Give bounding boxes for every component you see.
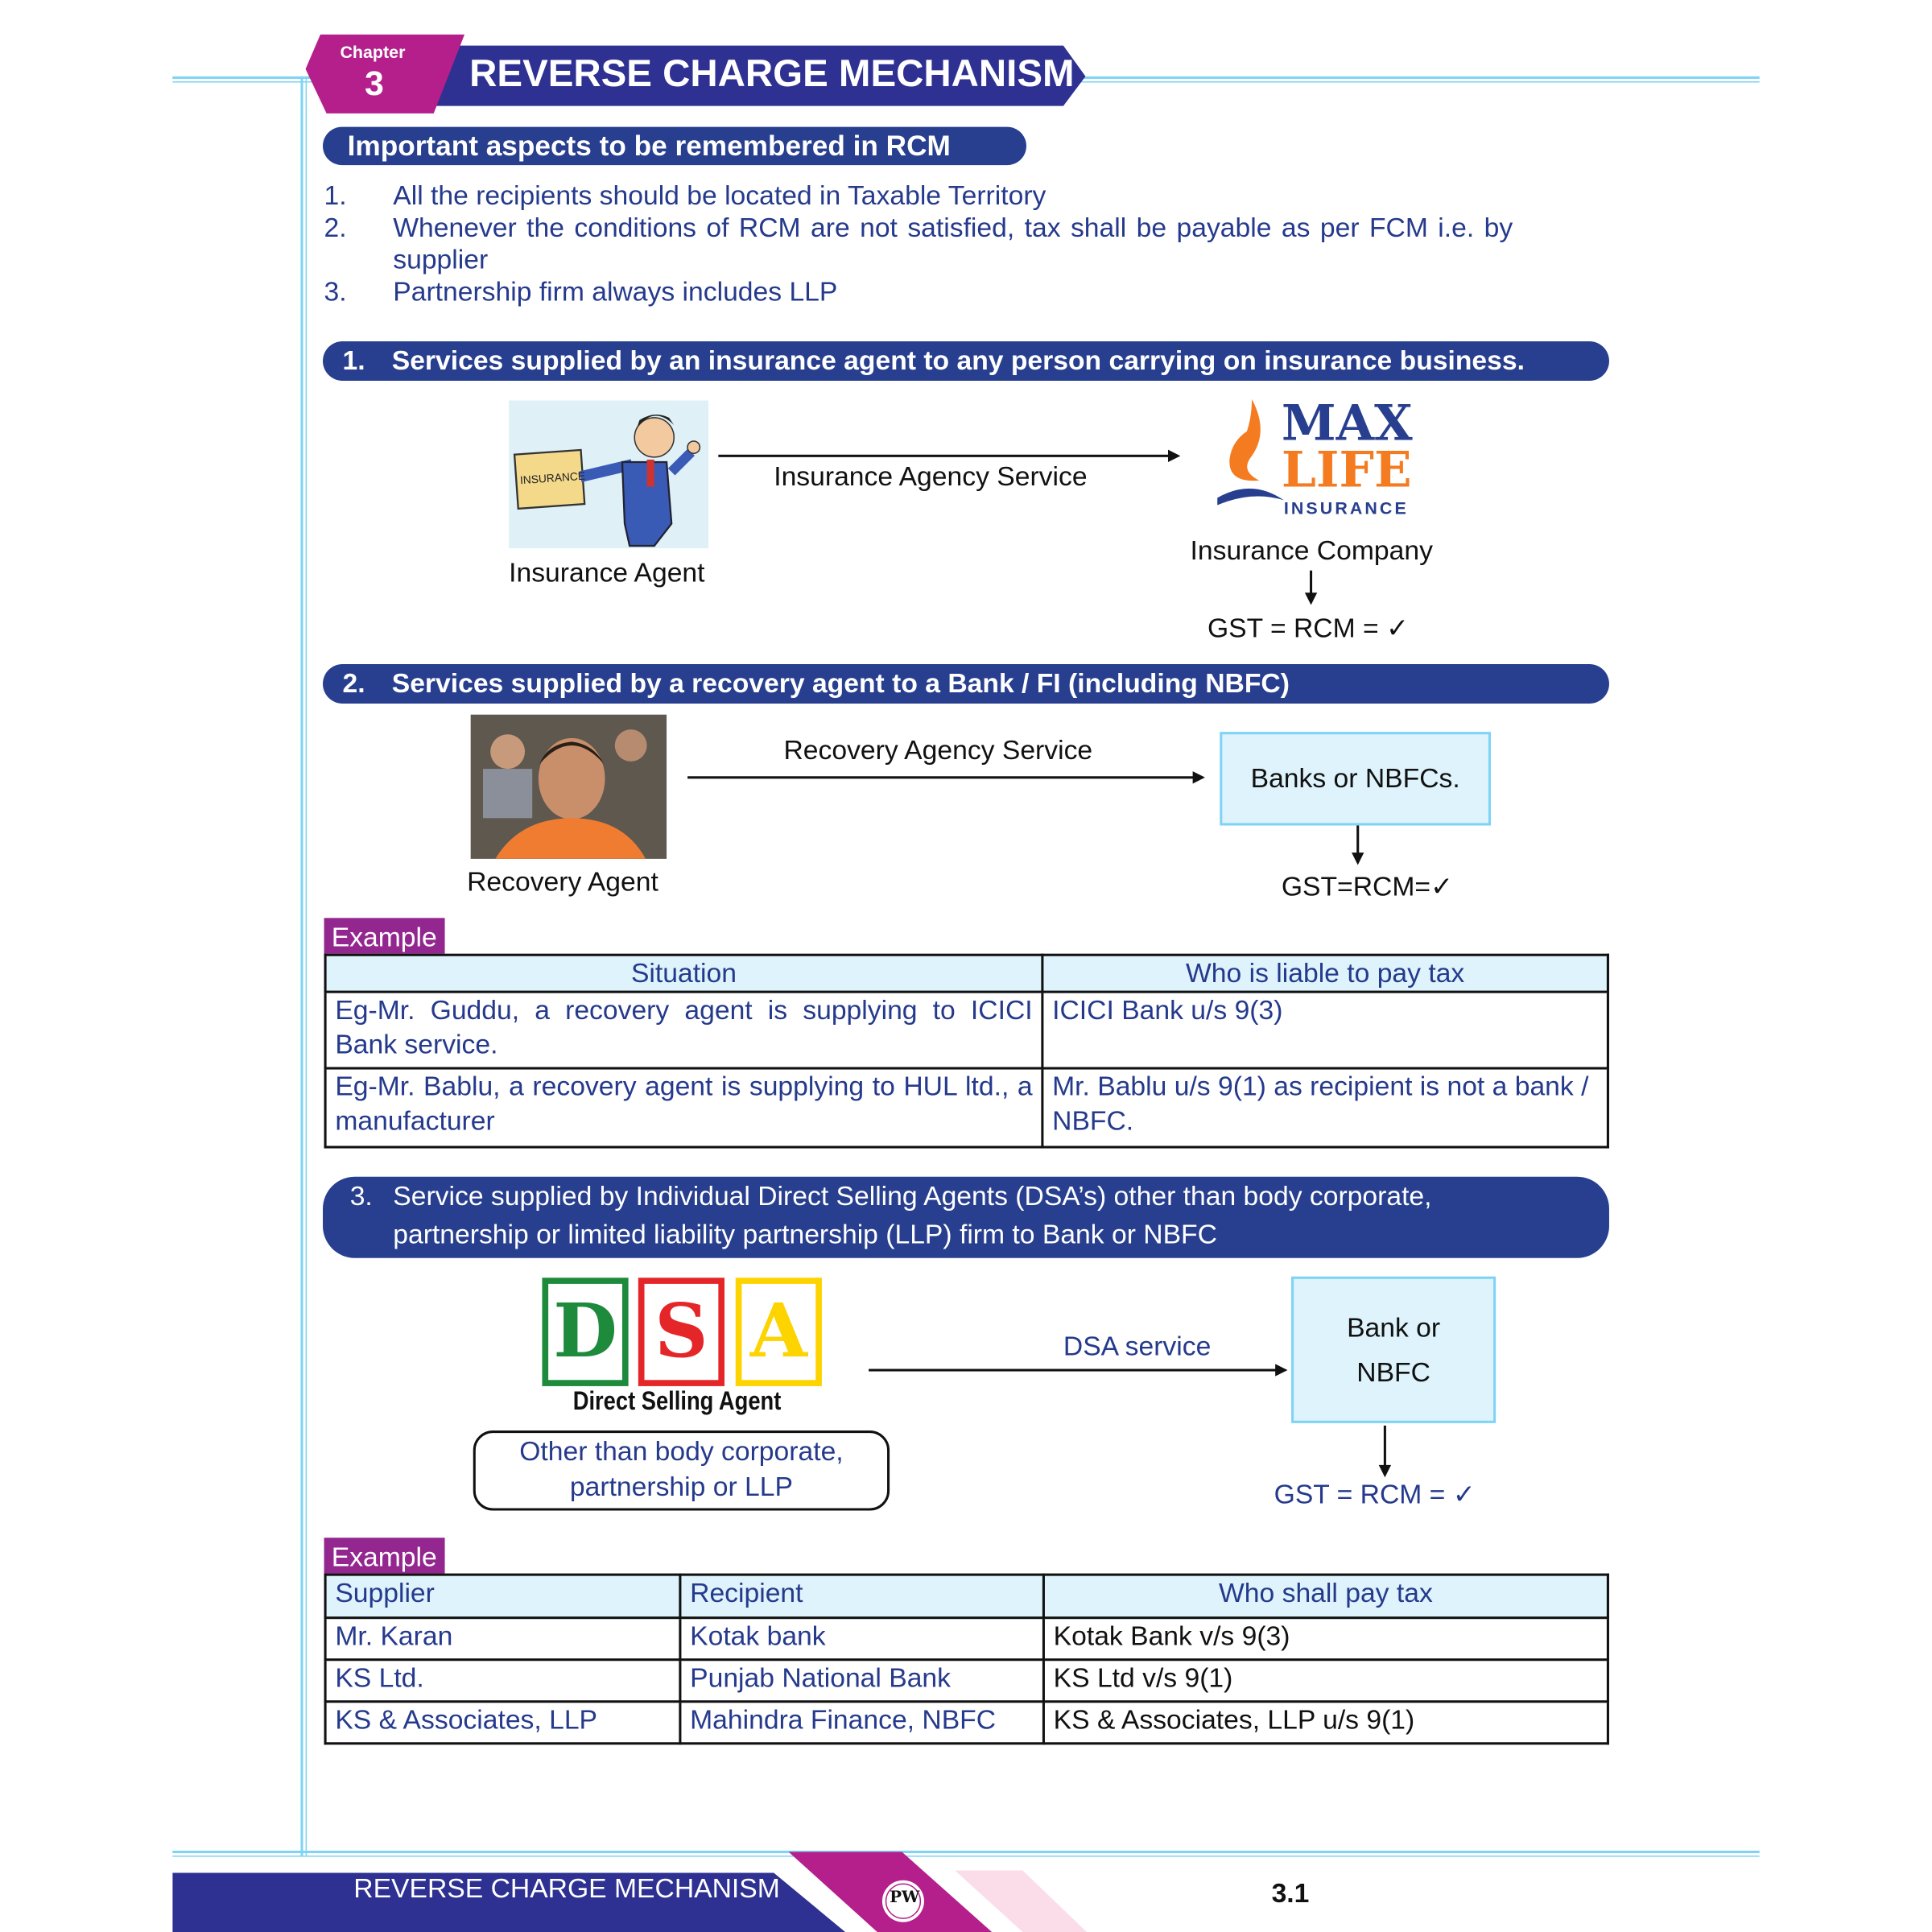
logo-insurance: INSURANCE	[1283, 497, 1409, 518]
aspect-num: 1.	[324, 180, 347, 211]
dsa-note-line1: Other than body corporate,	[519, 1435, 844, 1467]
table-header: Recipient	[680, 1575, 1044, 1618]
insurance-agent-label: Insurance Agent	[509, 556, 705, 588]
table-cell: Mahindra Finance, NBFC	[680, 1702, 1044, 1744]
pw-logo: PW	[890, 1889, 920, 1908]
banks-nbfc-label: Banks or NBFCs.	[1250, 762, 1460, 794]
dsa-flow-label: DSA service	[1063, 1331, 1212, 1362]
table-cell: Punjab National Bank	[680, 1660, 1044, 1702]
table-cell: KS & Associates, LLP	[325, 1702, 680, 1744]
left-rule	[300, 76, 303, 1856]
bank-nbfc-box	[1291, 1277, 1496, 1423]
table-cell: Mr. Karan	[325, 1618, 680, 1660]
aspect-text: Partnership firm always includes LLP	[393, 275, 838, 308]
table-cell: Eg-Mr. Guddu, a recovery agent is supplying to ICICI Bank service.	[325, 992, 1042, 1068]
section3-heading-line2: partnership or limited liability partnership (LLP) firm to Bank or NBFC	[393, 1218, 1217, 1250]
table-cell: Kotak bank	[680, 1618, 1044, 1660]
max-life-logo	[1215, 394, 1414, 522]
table-cell: ICICI Bank u/s 9(3)	[1042, 992, 1608, 1068]
section3-heading-line1: Service supplied by Individual Direct Selling Agents (DSA’s) other than body corporate,	[393, 1180, 1432, 1212]
table-cell: KS Ltd v/s 9(1)	[1043, 1660, 1608, 1702]
page-number: 3.1	[1271, 1877, 1310, 1909]
chapter-number: 3	[365, 64, 384, 103]
dsa-note-line2: partnership or LLP	[569, 1471, 793, 1502]
aspect-text-cont: supplier	[393, 244, 489, 275]
flow-arrow	[687, 776, 1203, 778]
dsa-logo-caption: Direct Selling Agent	[572, 1387, 782, 1416]
logo-life: LIFE	[1281, 440, 1412, 499]
section1-result: GST = RCM = ✓	[1207, 612, 1410, 643]
aspect-num: 2.	[324, 212, 347, 243]
aspect-num: 3.	[324, 275, 347, 308]
left-rule-thin	[306, 76, 308, 1856]
table-cell: Kotak Bank v/s 9(3)	[1043, 1618, 1608, 1660]
flame-icon	[1215, 394, 1289, 511]
section3-result: GST = RCM = ✓	[1274, 1478, 1476, 1509]
table-header: Supplier	[325, 1575, 680, 1618]
recovery-agent-photo	[471, 715, 667, 859]
dsa-logo-a: A	[736, 1278, 822, 1386]
insurance-flow-label: Insurance Agency Service	[774, 460, 1088, 492]
dsa-example-table	[324, 1574, 1609, 1745]
recovery-agent-label: Recovery Agent	[467, 866, 658, 898]
section1-heading-pill	[323, 341, 1609, 381]
bank-nbfc-line2: NBFC	[1356, 1356, 1430, 1387]
logo-max: MAX	[1281, 394, 1413, 452]
situation-table	[324, 954, 1609, 1149]
flow-arrow	[718, 455, 1178, 457]
insurance-agent-image	[509, 400, 708, 548]
section3-num: 3.	[349, 1180, 373, 1212]
insurance-company-label: Insurance Company	[1190, 535, 1433, 566]
table-row	[325, 1618, 1608, 1660]
table-cell: Mr. Bablu u/s 9(1) as recipient is not a bank / NBFC.	[1042, 1068, 1608, 1147]
section3-heading-pill	[323, 1177, 1609, 1258]
aspect-text: All the recipients should be located in Taxable Territory	[393, 180, 1046, 211]
table-cell: Eg-Mr. Bablu, a recovery agent is supplying to HUL ltd., a manufacturer	[325, 1068, 1042, 1147]
table-cell: KS Ltd.	[325, 1660, 680, 1702]
dsa-note-box	[473, 1430, 890, 1510]
dsa-logo-d: D	[542, 1278, 628, 1386]
aspect-text: Whenever the conditions of RCM are not satisfied, tax shall be payable as per FCM i.e. by	[393, 212, 1513, 243]
section2-heading-pill	[323, 664, 1609, 704]
aspects-heading: Important aspects to be remembered in RCM	[347, 129, 951, 162]
table-cell: KS & Associates, LLP u/s 9(1)	[1043, 1702, 1608, 1744]
example-label: Example	[324, 918, 444, 953]
flow-arrow	[869, 1368, 1285, 1371]
section2-result: GST=RCM=✓	[1281, 871, 1454, 902]
down-arrow	[1384, 1426, 1386, 1475]
table-row	[325, 1068, 1608, 1147]
chapter-title: REVERSE CHARGE MECHANISM	[469, 52, 1075, 95]
table-row	[325, 1702, 1608, 1744]
down-arrow	[1356, 826, 1359, 863]
section2-num: 2.	[342, 667, 365, 699]
chapter-label: Chapter	[340, 42, 406, 62]
section1-num: 1.	[342, 345, 365, 376]
footer-title: REVERSE CHARGE MECHANISM	[353, 1872, 780, 1904]
insurance-sign-text: INSURANCE	[519, 469, 586, 487]
dsa-logo-s: S	[638, 1278, 724, 1386]
table-row	[325, 992, 1608, 1068]
section2-heading: Services supplied by a recovery agent to a Bank / FI (including NBFC)	[391, 667, 1290, 699]
example-label: Example	[324, 1538, 444, 1573]
table-header: Who shall pay tax	[1043, 1575, 1608, 1618]
down-arrow	[1310, 571, 1312, 603]
table-row	[325, 1660, 1608, 1702]
table-header: Who is liable to pay tax	[1042, 955, 1608, 992]
section1-heading: Services supplied by an insurance agent to any person carrying on insurance business.	[391, 345, 1525, 376]
table-header: Situation	[325, 955, 1042, 992]
recovery-flow-label: Recovery Agency Service	[783, 734, 1093, 766]
aspects-heading-pill	[323, 127, 1026, 165]
bank-nbfc-line1: Bank or	[1347, 1311, 1441, 1343]
person-photo-icon	[471, 715, 667, 859]
banks-nbfc-box	[1220, 732, 1491, 825]
